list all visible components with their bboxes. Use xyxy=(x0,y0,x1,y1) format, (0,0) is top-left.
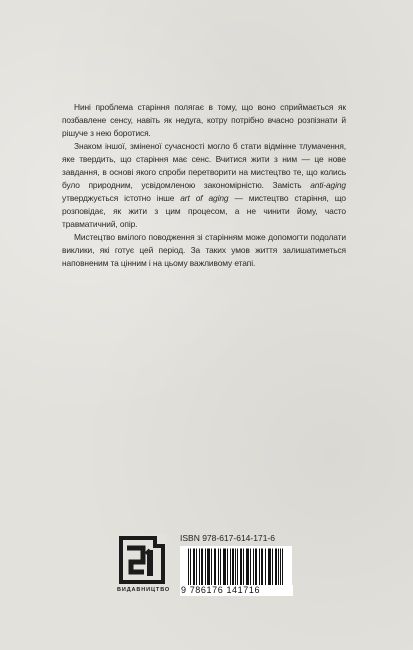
paragraph-2-mid: утверджується істотно інше xyxy=(62,193,181,203)
isbn-label: ISBN 978-617-614-171-6 xyxy=(180,533,275,543)
annotation-text xyxy=(62,101,346,270)
publisher-caption: ВИДАВНИЦТВО xyxy=(117,587,171,593)
publisher-logo-icon xyxy=(117,534,167,586)
paragraph-1: Нині проблема старіння полягає в тому, що воно сприймається як позбавлене сенсу, навіть як недуга, котру потрібно вчасно розпізнати й рішуче з нею боротися. xyxy=(62,102,346,138)
barcode-digits: 9 786176 141716 xyxy=(180,585,293,596)
paragraph-2 xyxy=(62,140,346,231)
paragraph-2-start: Знаком іншої, зміненої сучасності могло б стати відмінне тлумачення, яке твердить, що старіння має сенс. Вчитися жити з ним — це нове завдання, в основі якого спроби перетворити на мистецтво те, що колись було природним, усвідомленою закономірністю. Замість xyxy=(62,141,346,190)
paragraph-3: Мистецтво вмілого поводження зі старінням може допомогти подолати виклики, які готує цей період. За таких умов життя залишатиметься наповненим та цінним і на цьому важливому етапі. xyxy=(62,232,346,268)
paragraph-2-end: — мистецтво старіння, що розповідає, як жити з цим процесом, а не чинити йому, часто травматичний, опір. xyxy=(62,193,346,229)
term-anti-aging: anti-aging xyxy=(310,180,346,190)
term-art-of-aging: art of aging xyxy=(180,193,229,203)
